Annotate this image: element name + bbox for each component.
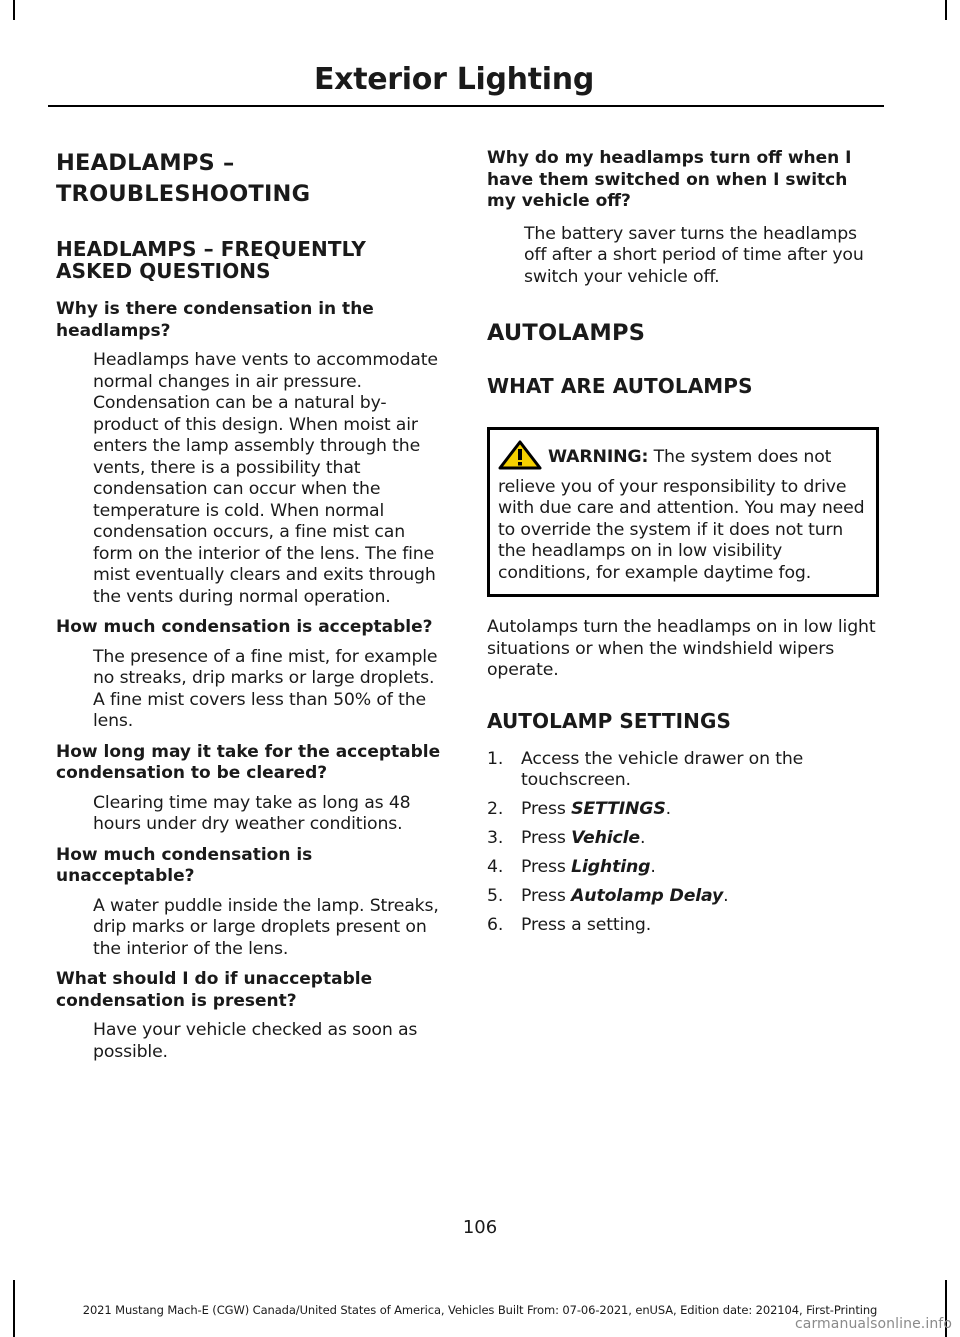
list-item: 3. Press Vehicle.	[487, 828, 646, 848]
warning-triangle-icon	[498, 440, 542, 477]
faq-heading: HEADLAMPS – FREQUENTLY ASKED QUESTIONS	[56, 237, 366, 283]
list-item: 4. Press Lighting.	[487, 857, 656, 877]
watermark: carmanualsonline.info	[794, 1316, 952, 1332]
page-header-title: Exterior Lighting	[313, 62, 594, 97]
warning-text: The system does not relieve you of your responsibility to drive with due care and attention. You may need to override the system if it does not turn the headlamps on in low visibility conditions, for example daytime fog.	[498, 447, 865, 583]
faq-question: Why is there condensation in the headlamps?	[56, 299, 374, 341]
list-item: 1. Access the vehicle drawer on the touchscreen.	[487, 748, 804, 790]
faq-question: Why do my headlamps turn off when I have them switched on when I switch my vehicle off?	[487, 148, 852, 211]
crop-mark	[945, 0, 947, 20]
section-title-line-2: TROUBLESHOOTING	[56, 181, 311, 207]
faq-answer: Headlamps have vents to accommodate normal changes in air pressure. Condensation can be a natural by-product of this design. When moist air enters the lamp assembly through the vents, there is a possibility that condensation can occur when the temperature is cold. When normal condensation occurs, a fine mist can form on the interior of the lens. The fine mist eventually clears and exits through the vents during normal operation.	[93, 350, 438, 607]
autolamp-settings-heading: AUTOLAMP SETTINGS	[487, 708, 732, 733]
autolamps-intro: Autolamps turn the headlamps on in low light situations or when the windshield wipers operate.	[487, 617, 876, 680]
right-column	[487, 148, 879, 944]
faq-question: How much condensation is unacceptable?	[56, 844, 313, 886]
faq-question: What should I do if unacceptable condensation is present?	[56, 969, 373, 1011]
faq-answer: The battery saver turns the headlamps off after a short period of time after you switch your vehicle off.	[524, 223, 864, 287]
footer-edition-info: 2021 Mustang Mach-E (CGW) Canada/United States of America, Vehicles Built From: 07-06-2021, enUSA, Edition date: 202104, First-Printing	[82, 1303, 878, 1317]
faq-answer: Clearing time may take as long as 48 hours under dry weather conditions.	[93, 792, 411, 834]
list-item: 6. Press a setting.	[487, 915, 652, 935]
list-item: 5. Press Autolamp Delay.	[487, 886, 729, 906]
section-title-line-1: HEADLAMPS –	[56, 150, 235, 176]
warning-label: WARNING:	[548, 447, 649, 467]
faq-answer: Have your vehicle checked as soon as possible.	[93, 1020, 418, 1062]
page-number: 106	[462, 1217, 498, 1238]
faq-answer: A water puddle inside the lamp. Streaks, drip marks or large droplets present on the interior of the lens.	[93, 895, 439, 959]
crop-mark	[13, 0, 15, 20]
header-divider	[48, 105, 884, 107]
faq-answer: The presence of a fine mist, for example no streaks, drip marks or large droplets. A fine mist covers less than 50% of the lens.	[93, 646, 438, 731]
left-column	[56, 148, 448, 1063]
faq-question: How much condensation is acceptable?	[56, 617, 433, 637]
settings-steps-list	[487, 749, 879, 937]
warning-box	[487, 427, 879, 597]
faq-question: How long may it take for the acceptable condensation to be cleared?	[56, 741, 441, 783]
list-item: 2. Press SETTINGS.	[487, 799, 671, 819]
what-are-autolamps-heading: WHAT ARE AUTOLAMPS	[487, 374, 753, 398]
section-title-autolamps: AUTOLAMPS	[487, 320, 646, 346]
